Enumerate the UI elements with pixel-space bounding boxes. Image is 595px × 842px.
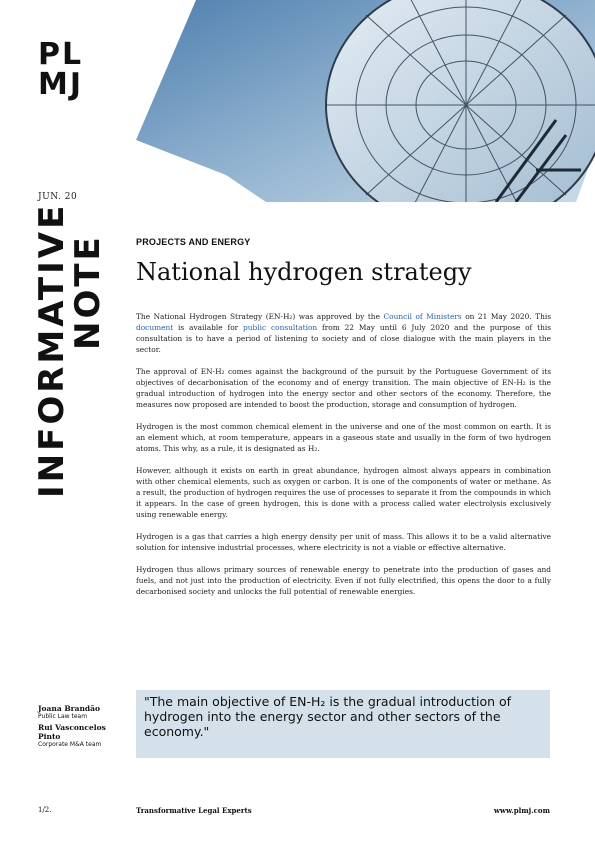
logo-line-2: MJ <box>38 67 84 102</box>
document-link[interactable]: document <box>136 323 174 332</box>
p1-text-b: on 21 May 2020. This <box>461 312 552 321</box>
footer-tagline: Transformative Legal Experts <box>136 806 252 815</box>
footer-website-link[interactable]: www.plmj.com <box>493 806 550 815</box>
publication-date: JUN. 20 <box>38 192 78 202</box>
p1-text-a: The National Hydrogen Strategy (EN-H₂) was approved by the <box>136 312 384 321</box>
authors-list <box>38 704 128 751</box>
p1-text-d: from 22 May until 6 July 2020 and the purpose of this consultation is to have a period of listening to society and of close dialogue with the main players in the sector. <box>136 323 551 354</box>
paragraph-6: Hydrogen thus allows primary sources of renewable energy to penetrate into the production of gases and fuels, and not just into the production of electricity. Even if not fully electrified, this opens the door to a fully decarbonised society and unlocks the full potential of renewable energies. <box>136 565 551 596</box>
author-name: Rui Vasconcelos Pinto <box>38 723 106 741</box>
logo-line-1: PL <box>38 37 84 72</box>
telescope-illustration <box>136 0 595 202</box>
page-number: 1/2. <box>38 806 52 814</box>
pull-quote <box>136 690 550 758</box>
author-name: Joana Brandão <box>38 704 101 713</box>
council-of-ministers-link[interactable]: Council of Ministers <box>383 312 462 321</box>
vertical-title <box>32 202 108 500</box>
paragraph-1 <box>136 311 551 355</box>
paragraph-4: However, although it exists on earth in great abundance, hydrogen almost always appears in combination with other chemical elements, such as oxygen or carbon. It is one of the components of water or methane. As a result, the production of hydrogen requires the use of processes to separate it from the compounds in which it appears. In the case of green hydrogen, this is done with a process called water electrolysis exclusively using renewable energy. <box>136 466 551 519</box>
author-team: Public Law team <box>38 713 88 720</box>
vertical-title-line-1: INFORMATIVE <box>32 202 72 498</box>
public-consultation-link[interactable]: public consultation <box>243 323 318 332</box>
paragraph-3: Hydrogen is the most common chemical element in the universe and one of the most common on earth. It is an element which, at room temperature, appears in a gaseous state and usually in the form of two hydrogen atoms. This why, as a rule, it is designated as H₂. <box>136 422 551 453</box>
section-label: PROJECTS AND ENERGY <box>136 237 251 247</box>
plmj-logo <box>38 37 100 104</box>
paragraph-5: Hydrogen is a gas that carries a high energy density per unit of mass. This allows it to be a valid alternative solution for intensive industrial processes, where electricity is not a viable or effective alternative. <box>136 532 551 552</box>
page-title: National hydrogen strategy <box>136 258 472 286</box>
paragraph-2: The approval of EN-H₂ comes against the background of the pursuit by the Portuguese Government of its objectives of decarbonisation of the economy and of energy transition. The main objective of EN-H₂ is the gradual introduction of hydrogen into the energy sector and other sectors of the economy. Therefore, the measures now proposed are intended to boost the production, storage and consumption of hydrogen. <box>136 367 551 409</box>
vertical-title-line-2: NOTE <box>68 234 108 350</box>
p1-text-c: is available for <box>173 323 244 332</box>
pull-quote-text: "The main objective of EN-H₂ is the gradual introduction of hydrogen into the energy sector and other sectors of the economy." <box>144 694 512 739</box>
article-body <box>136 311 551 608</box>
author-team: Corporate M&A team <box>38 741 102 748</box>
hero-image-radio-telescope <box>136 0 595 202</box>
